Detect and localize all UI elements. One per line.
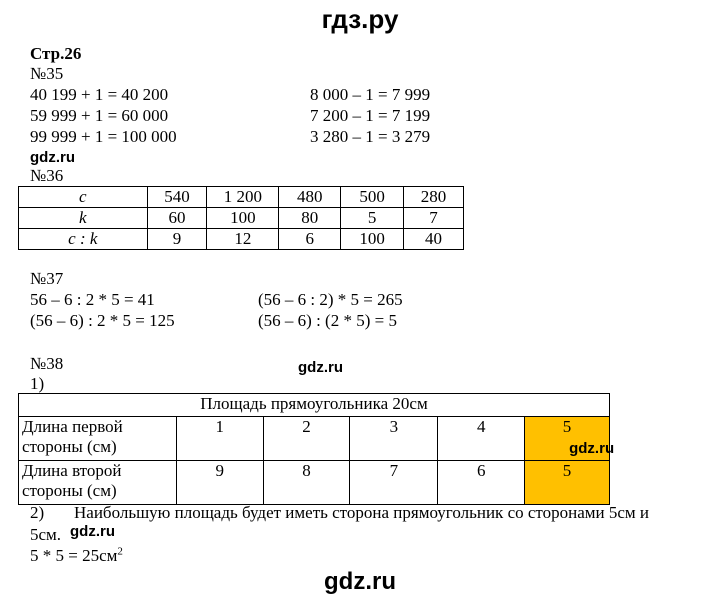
- table-cell: 540: [147, 187, 207, 208]
- task36-header-k: k: [19, 208, 148, 229]
- watermark-3: gdz.ru: [569, 440, 615, 457]
- site-footer-watermark: gdz.ru: [324, 568, 396, 595]
- task37-left-eq-1: 56 – 6 : 2 * 5 = 41: [30, 290, 155, 309]
- table-cell: 1: [176, 417, 263, 461]
- task36-header-c: c: [19, 187, 148, 208]
- table-row: [19, 187, 464, 208]
- task37-left-eq-2: (56 – 6) : 2 * 5 = 125: [30, 311, 175, 330]
- task36-header-ck: c : k: [19, 229, 148, 250]
- table-cell: 100: [207, 208, 279, 229]
- table-cell: 480: [279, 187, 341, 208]
- task38-row1-label-line1: Длина первой: [22, 417, 123, 436]
- table-cell: 5: [341, 208, 404, 229]
- task37-title: №37: [30, 269, 64, 288]
- table-cell: 280: [404, 187, 464, 208]
- table-cell: 60: [147, 208, 207, 229]
- table-row: [19, 417, 610, 461]
- table-cell: 40: [404, 229, 464, 250]
- task35-right-eq-3: 3 280 – 1 = 3 279: [310, 127, 431, 146]
- task36-table: [18, 186, 464, 250]
- table-row: [19, 461, 610, 505]
- table-cell: 6: [438, 461, 525, 505]
- site-header-watermark: гдз.ру: [321, 4, 399, 34]
- table-cell: 6: [279, 229, 341, 250]
- table-cell: 9: [147, 229, 207, 250]
- table-cell: 80: [279, 208, 341, 229]
- task38-row2-label: [19, 461, 177, 505]
- table-cell: 500: [341, 187, 404, 208]
- watermark-2: gdz.ru: [298, 359, 343, 376]
- task35-left-eq-2: 59 999 + 1 = 60 000: [30, 106, 169, 125]
- task35-right-eq-2: 7 200 – 1 = 7 199: [310, 106, 431, 125]
- task38-table: [18, 393, 615, 505]
- task38-part2-label: 2): [30, 503, 45, 522]
- page-label: Стр.26: [30, 44, 82, 63]
- task35-left-eq-1: 40 199 + 1 = 40 200: [30, 85, 169, 104]
- task38-answer: [30, 546, 123, 566]
- table-row: [19, 229, 464, 250]
- task38-row1-label: [19, 417, 177, 461]
- table-cell: 7: [350, 461, 438, 505]
- highlighted-cell: 5: [525, 461, 610, 505]
- table-cell: 4: [438, 417, 525, 461]
- task37-right-eq-2: (56 – 6) : (2 * 5) = 5: [258, 311, 397, 330]
- task38-row1-label-line2: стороны (см): [22, 437, 117, 456]
- watermark-4: gdz.ru: [70, 523, 115, 540]
- task36-title: №36: [30, 166, 64, 185]
- table-row: [19, 394, 610, 417]
- task38-part2-line1: Наибольшую площадь будет иметь сторона прямоугольник со сторонами 5см и: [74, 503, 650, 522]
- table-cell: 8: [263, 461, 350, 505]
- task38-row2-label-line2: стороны (см): [22, 481, 117, 500]
- task38-part1-label: 1): [30, 374, 45, 393]
- table-cell: 7: [404, 208, 464, 229]
- table-cell: 1 200: [207, 187, 279, 208]
- task38-title: №38: [30, 354, 64, 373]
- watermark-1: gdz.ru: [30, 149, 75, 166]
- table-cell: 3: [350, 417, 438, 461]
- task35-title: №35: [30, 64, 64, 83]
- table-cell: 2: [263, 417, 350, 461]
- task38-row1-value-5: 5: [562, 417, 572, 436]
- table-cell: 100: [341, 229, 404, 250]
- task38-answer-sup: 2: [117, 545, 123, 558]
- highlighted-cell: [525, 417, 615, 461]
- task38-row2-label-line1: Длина второй: [22, 461, 122, 480]
- task37-right-eq-1: (56 – 6 : 2) * 5 = 265: [258, 290, 403, 309]
- task38-table-title: Площадь прямоугольника 20см: [19, 394, 610, 417]
- table-cell: 12: [207, 229, 279, 250]
- task38-answer-main: 5 * 5 = 25см: [30, 546, 118, 565]
- task35-right-eq-1: 8 000 – 1 = 7 999: [310, 85, 431, 104]
- task35-left-eq-3: 99 999 + 1 = 100 000: [30, 127, 177, 146]
- table-cell: 9: [176, 461, 263, 505]
- task38-part2-line2: 5см.: [30, 525, 62, 544]
- table-row: [19, 208, 464, 229]
